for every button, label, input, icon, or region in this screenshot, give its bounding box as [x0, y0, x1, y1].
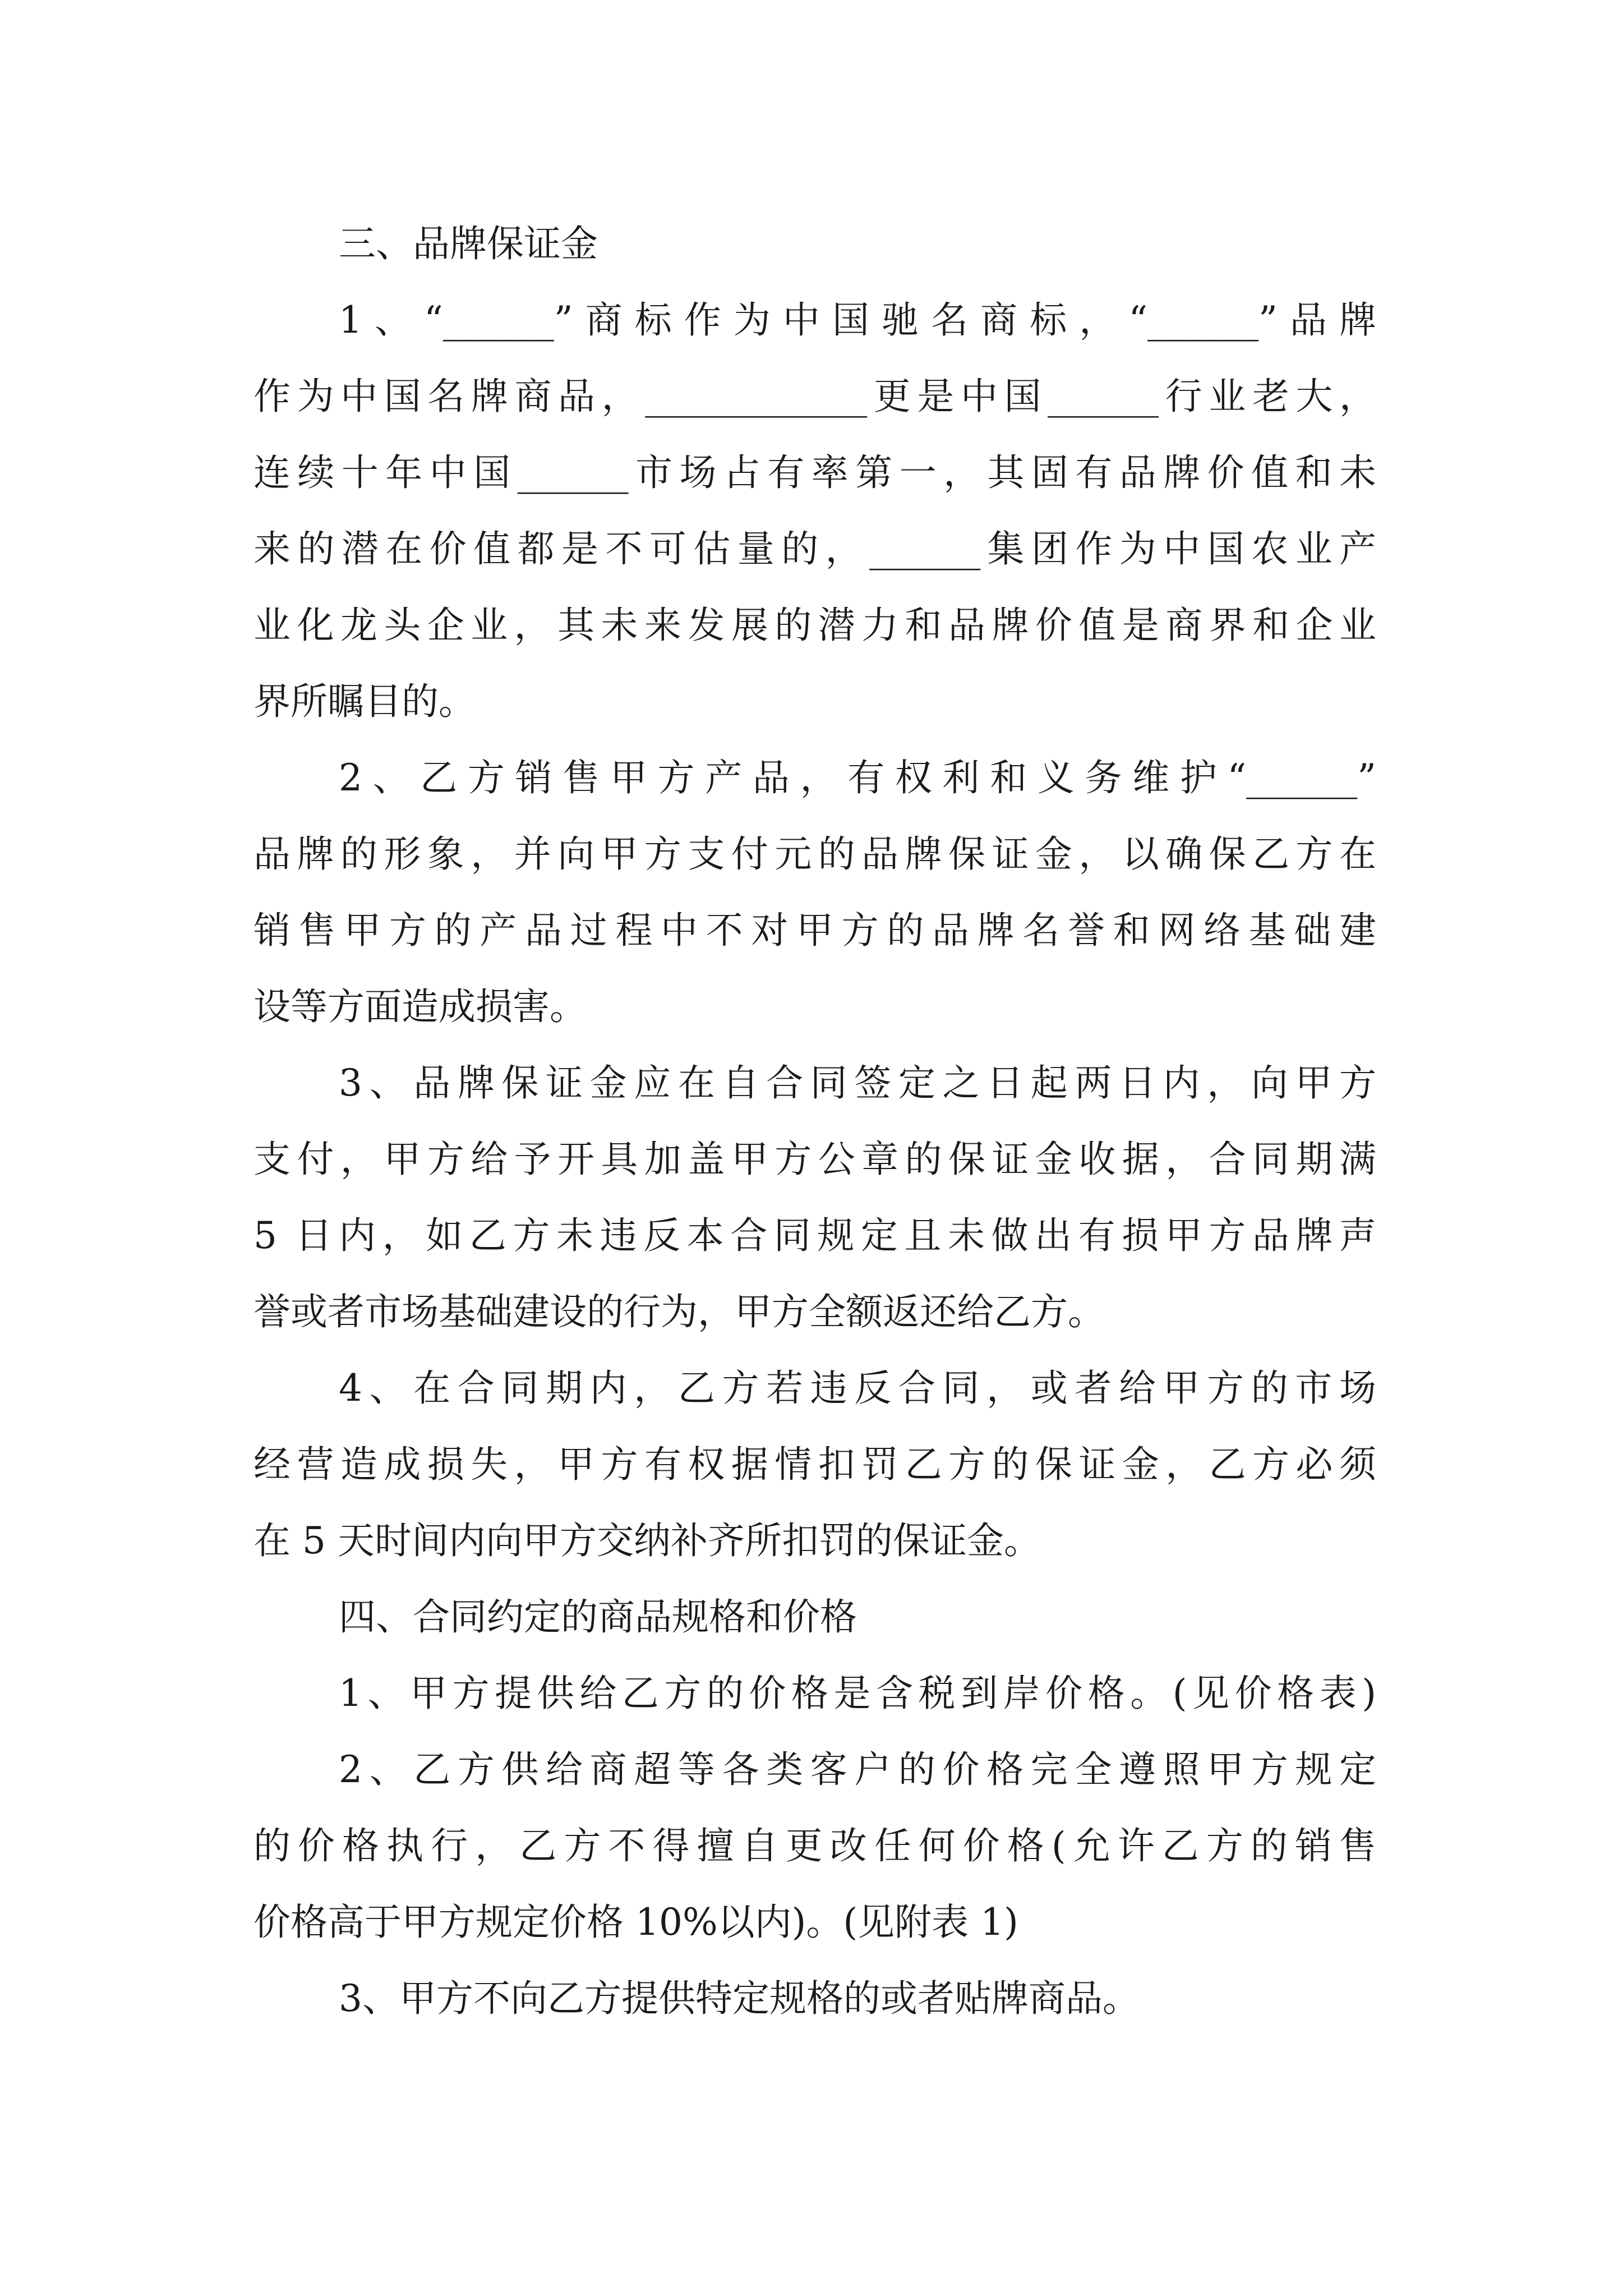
paragraph-line: 2、乙方销售甲方产品，有权利和义务维护“______”: [339, 756, 1376, 799]
paragraph-line: 业化龙头企业，其未来发展的潜力和品牌价值是商界和企业: [253, 604, 1376, 647]
paragraph-line: 1、“______”商标作为中国驰名商标，“______”品牌: [339, 298, 1376, 342]
paragraph-line: 来的潜在价值都是不可估量的，______集团作为中国农业产: [253, 527, 1376, 570]
section-heading-specs-prices: 四、合同约定的商品规格和价格: [339, 1595, 857, 1639]
paragraph-line: 连续十年中国______市场占有率第一，其固有品牌价值和未: [253, 451, 1376, 494]
paragraph-line: 3、甲方不向乙方提供特定规格的或者贴牌商品。: [339, 1977, 1140, 2020]
paragraph-line: 设等方面造成损害。: [253, 985, 587, 1028]
paragraph-line: 5 日内，如乙方未违反本合同规定且未做出有损甲方品牌声: [253, 1214, 1376, 1257]
paragraph-line: 经营造成损失，甲方有权据情扣罚乙方的保证金，乙方必须: [253, 1443, 1376, 1486]
paragraph-line: 在 5 天时间内向甲方交纳补齐所扣罚的保证金。: [253, 1519, 1041, 1562]
paragraph-line: 界所瞩目的。: [253, 680, 476, 723]
paragraph-line: 3、品牌保证金应在自合同签定之日起两日内，向甲方: [339, 1061, 1376, 1105]
paragraph-line: 价格高于甲方规定价格 10%以内)。(见附表 1): [253, 1901, 1018, 1944]
paragraph-line: 支付，甲方给予开具加盖甲方公章的保证金收据，合同期满: [253, 1138, 1376, 1181]
paragraph-line: 的价格执行，乙方不得擅自更改任何价格(允许乙方的销售: [253, 1824, 1376, 1867]
paragraph-line: 1、甲方提供给乙方的价格是含税到岸价格。(见价格表): [339, 1672, 1376, 1715]
paragraph-line: 4、在合同期内，乙方若违反合同，或者给甲方的市场: [339, 1366, 1376, 1410]
paragraph-line: 誉或者市场基础建设的行为，甲方全额返还给乙方。: [253, 1290, 1105, 1333]
section-heading-brand-deposit: 三、品牌保证金: [339, 222, 598, 265]
paragraph-line: 品牌的形象，并向甲方支付元的品牌保证金，以确保乙方在: [253, 832, 1376, 876]
paragraph-line: 销售甲方的产品过程中不对甲方的品牌名誉和网络基础建: [253, 909, 1376, 952]
paragraph-line: 2、乙方供给商超等各类客户的价格完全遵照甲方规定: [339, 1748, 1376, 1791]
paragraph-line: 作为中国名牌商品，____________更是中国______行业老大，: [253, 375, 1376, 418]
